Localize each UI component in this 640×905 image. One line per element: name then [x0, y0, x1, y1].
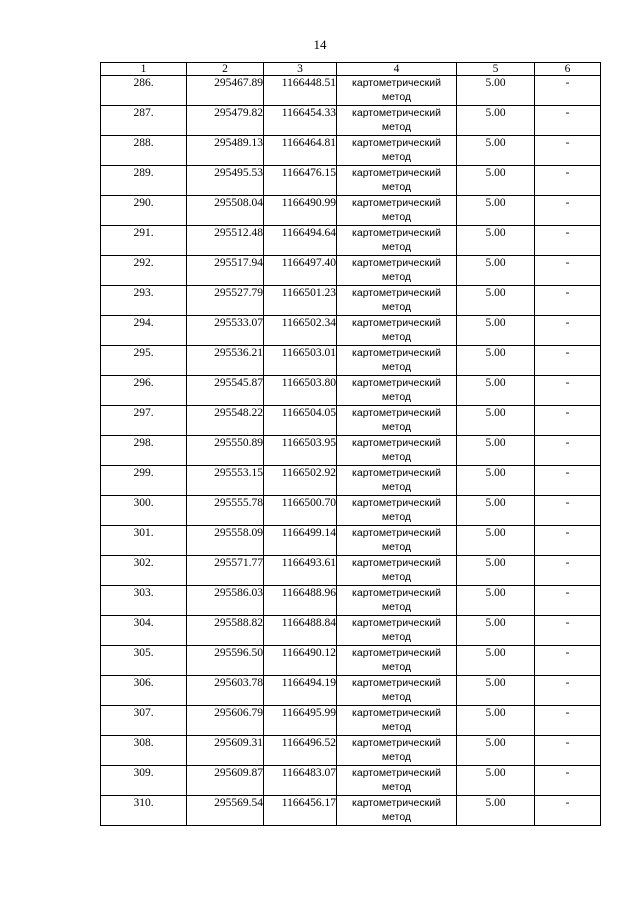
method-cell: картометрический метод [337, 166, 457, 196]
note-cell: - [535, 196, 601, 226]
point-number-cell: 286. [101, 76, 187, 106]
table-row [101, 76, 601, 106]
method-cell: картометрический метод [337, 466, 457, 496]
y-coordinate-cell: 1166476.15 [264, 166, 337, 196]
table-row [101, 586, 601, 616]
table-row [101, 736, 601, 766]
y-coordinate-cell: 1166494.64 [264, 226, 337, 256]
y-coordinate-cell: 1166493.61 [264, 556, 337, 586]
point-number-cell: 307. [101, 706, 187, 736]
x-coordinate-cell: 295533.07 [187, 316, 264, 346]
note-cell: - [535, 796, 601, 826]
point-number-cell: 310. [101, 796, 187, 826]
page-number: 14 [313, 37, 327, 52]
method-cell: картометрический метод [337, 316, 457, 346]
note-cell: - [535, 646, 601, 676]
table-row [101, 796, 601, 826]
note-cell: - [535, 226, 601, 256]
table-row [101, 376, 601, 406]
note-cell: - [535, 166, 601, 196]
x-coordinate-cell: 295489.13 [187, 136, 264, 166]
point-number-cell: 292. [101, 256, 187, 286]
y-coordinate-cell: 1166503.95 [264, 436, 337, 466]
point-number-cell: 304. [101, 616, 187, 646]
x-coordinate-cell: 295609.87 [187, 766, 264, 796]
point-number-cell: 298. [101, 436, 187, 466]
note-cell: - [535, 556, 601, 586]
column-header: 1 [101, 63, 187, 76]
note-cell: - [535, 136, 601, 166]
note-cell: - [535, 256, 601, 286]
table-row [101, 676, 601, 706]
table-body [101, 76, 601, 826]
accuracy-cell: 5.00 [457, 676, 535, 706]
y-coordinate-cell: 1166500.70 [264, 496, 337, 526]
point-number-cell: 305. [101, 646, 187, 676]
note-cell: - [535, 676, 601, 706]
accuracy-cell: 5.00 [457, 766, 535, 796]
table-row [101, 556, 601, 586]
x-coordinate-cell: 295508.04 [187, 196, 264, 226]
x-coordinate-cell: 295536.21 [187, 346, 264, 376]
y-coordinate-cell: 1166502.34 [264, 316, 337, 346]
table-row [101, 196, 601, 226]
y-coordinate-cell: 1166497.40 [264, 256, 337, 286]
y-coordinate-cell: 1166464.81 [264, 136, 337, 166]
point-number-cell: 300. [101, 496, 187, 526]
note-cell: - [535, 376, 601, 406]
method-cell: картометрический метод [337, 616, 457, 646]
y-coordinate-cell: 1166488.84 [264, 616, 337, 646]
method-cell: картометрический метод [337, 796, 457, 826]
y-coordinate-cell: 1166494.19 [264, 676, 337, 706]
note-cell: - [535, 316, 601, 346]
x-coordinate-cell: 295571.77 [187, 556, 264, 586]
method-cell: картометрический метод [337, 136, 457, 166]
table-row [101, 316, 601, 346]
accuracy-cell: 5.00 [457, 526, 535, 556]
method-cell: картометрический метод [337, 646, 457, 676]
method-cell: картометрический метод [337, 496, 457, 526]
y-coordinate-cell: 1166502.92 [264, 466, 337, 496]
accuracy-cell: 5.00 [457, 256, 535, 286]
method-cell: картометрический метод [337, 256, 457, 286]
table-row [101, 226, 601, 256]
y-coordinate-cell: 1166456.17 [264, 796, 337, 826]
method-cell: картометрический метод [337, 586, 457, 616]
accuracy-cell: 5.00 [457, 496, 535, 526]
point-number-cell: 306. [101, 676, 187, 706]
table-row [101, 616, 601, 646]
x-coordinate-cell: 295517.94 [187, 256, 264, 286]
y-coordinate-cell: 1166454.33 [264, 106, 337, 136]
accuracy-cell: 5.00 [457, 796, 535, 826]
y-coordinate-cell: 1166496.52 [264, 736, 337, 766]
method-cell: картометрический метод [337, 76, 457, 106]
note-cell: - [535, 526, 601, 556]
accuracy-cell: 5.00 [457, 76, 535, 106]
accuracy-cell: 5.00 [457, 706, 535, 736]
column-header: 3 [264, 63, 337, 76]
accuracy-cell: 5.00 [457, 736, 535, 766]
y-coordinate-cell: 1166448.51 [264, 76, 337, 106]
method-cell: картометрический метод [337, 286, 457, 316]
table-row [101, 496, 601, 526]
x-coordinate-cell: 295512.48 [187, 226, 264, 256]
y-coordinate-cell: 1166488.96 [264, 586, 337, 616]
accuracy-cell: 5.00 [457, 376, 535, 406]
x-coordinate-cell: 295548.22 [187, 406, 264, 436]
x-coordinate-cell: 295495.53 [187, 166, 264, 196]
method-cell: картометрический метод [337, 376, 457, 406]
note-cell: - [535, 286, 601, 316]
point-number-cell: 299. [101, 466, 187, 496]
x-coordinate-cell: 295609.31 [187, 736, 264, 766]
note-cell: - [535, 346, 601, 376]
method-cell: картометрический метод [337, 676, 457, 706]
table-row [101, 706, 601, 736]
point-number-cell: 309. [101, 766, 187, 796]
x-coordinate-cell: 295586.03 [187, 586, 264, 616]
method-cell: картометрический метод [337, 406, 457, 436]
note-cell: - [535, 436, 601, 466]
accuracy-cell: 5.00 [457, 466, 535, 496]
accuracy-cell: 5.00 [457, 166, 535, 196]
y-coordinate-cell: 1166501.23 [264, 286, 337, 316]
accuracy-cell: 5.00 [457, 226, 535, 256]
y-coordinate-cell: 1166490.12 [264, 646, 337, 676]
point-number-cell: 302. [101, 556, 187, 586]
note-cell: - [535, 466, 601, 496]
table-header-row [101, 63, 601, 76]
method-cell: картометрический метод [337, 736, 457, 766]
point-number-cell: 296. [101, 376, 187, 406]
table-row [101, 766, 601, 796]
accuracy-cell: 5.00 [457, 136, 535, 166]
method-cell: картометрический метод [337, 346, 457, 376]
method-cell: картометрический метод [337, 436, 457, 466]
point-number-cell: 294. [101, 316, 187, 346]
y-coordinate-cell: 1166483.07 [264, 766, 337, 796]
method-cell: картометрический метод [337, 556, 457, 586]
x-coordinate-cell: 295558.09 [187, 526, 264, 556]
note-cell: - [535, 766, 601, 796]
note-cell: - [535, 496, 601, 526]
x-coordinate-cell: 295550.89 [187, 436, 264, 466]
column-header: 5 [457, 63, 535, 76]
point-number-cell: 297. [101, 406, 187, 436]
coordinates-table [100, 62, 601, 826]
accuracy-cell: 5.00 [457, 346, 535, 376]
column-header: 2 [187, 63, 264, 76]
x-coordinate-cell: 295467.89 [187, 76, 264, 106]
accuracy-cell: 5.00 [457, 286, 535, 316]
method-cell: картометрический метод [337, 766, 457, 796]
method-cell: картометрический метод [337, 196, 457, 226]
table-row [101, 286, 601, 316]
table-row [101, 646, 601, 676]
point-number-cell: 289. [101, 166, 187, 196]
note-cell: - [535, 706, 601, 736]
x-coordinate-cell: 295596.50 [187, 646, 264, 676]
note-cell: - [535, 586, 601, 616]
y-coordinate-cell: 1166499.14 [264, 526, 337, 556]
point-number-cell: 301. [101, 526, 187, 556]
point-number-cell: 293. [101, 286, 187, 316]
accuracy-cell: 5.00 [457, 646, 535, 676]
table-row [101, 136, 601, 166]
accuracy-cell: 5.00 [457, 316, 535, 346]
accuracy-cell: 5.00 [457, 436, 535, 466]
y-coordinate-cell: 1166503.80 [264, 376, 337, 406]
y-coordinate-cell: 1166490.99 [264, 196, 337, 226]
column-header: 6 [535, 63, 601, 76]
x-coordinate-cell: 295588.82 [187, 616, 264, 646]
x-coordinate-cell: 295479.82 [187, 106, 264, 136]
point-number-cell: 288. [101, 136, 187, 166]
method-cell: картометрический метод [337, 706, 457, 736]
table-row [101, 466, 601, 496]
table-row [101, 436, 601, 466]
table-row [101, 166, 601, 196]
method-cell: картометрический метод [337, 226, 457, 256]
point-number-cell: 308. [101, 736, 187, 766]
table-row [101, 106, 601, 136]
method-cell: картометрический метод [337, 526, 457, 556]
accuracy-cell: 5.00 [457, 616, 535, 646]
note-cell: - [535, 106, 601, 136]
x-coordinate-cell: 295606.79 [187, 706, 264, 736]
x-coordinate-cell: 295527.79 [187, 286, 264, 316]
method-cell: картометрический метод [337, 106, 457, 136]
x-coordinate-cell: 295555.78 [187, 496, 264, 526]
point-number-cell: 295. [101, 346, 187, 376]
accuracy-cell: 5.00 [457, 556, 535, 586]
point-number-cell: 291. [101, 226, 187, 256]
point-number-cell: 287. [101, 106, 187, 136]
accuracy-cell: 5.00 [457, 406, 535, 436]
x-coordinate-cell: 295569.54 [187, 796, 264, 826]
accuracy-cell: 5.00 [457, 586, 535, 616]
accuracy-cell: 5.00 [457, 106, 535, 136]
y-coordinate-cell: 1166504.05 [264, 406, 337, 436]
note-cell: - [535, 406, 601, 436]
table-row [101, 256, 601, 286]
y-coordinate-cell: 1166495.99 [264, 706, 337, 736]
note-cell: - [535, 736, 601, 766]
table-row [101, 406, 601, 436]
column-header: 4 [337, 63, 457, 76]
accuracy-cell: 5.00 [457, 196, 535, 226]
point-number-cell: 303. [101, 586, 187, 616]
table-row [101, 526, 601, 556]
x-coordinate-cell: 295603.78 [187, 676, 264, 706]
x-coordinate-cell: 295553.15 [187, 466, 264, 496]
point-number-cell: 290. [101, 196, 187, 226]
y-coordinate-cell: 1166503.01 [264, 346, 337, 376]
note-cell: - [535, 616, 601, 646]
x-coordinate-cell: 295545.87 [187, 376, 264, 406]
table-row [101, 346, 601, 376]
note-cell: - [535, 76, 601, 106]
